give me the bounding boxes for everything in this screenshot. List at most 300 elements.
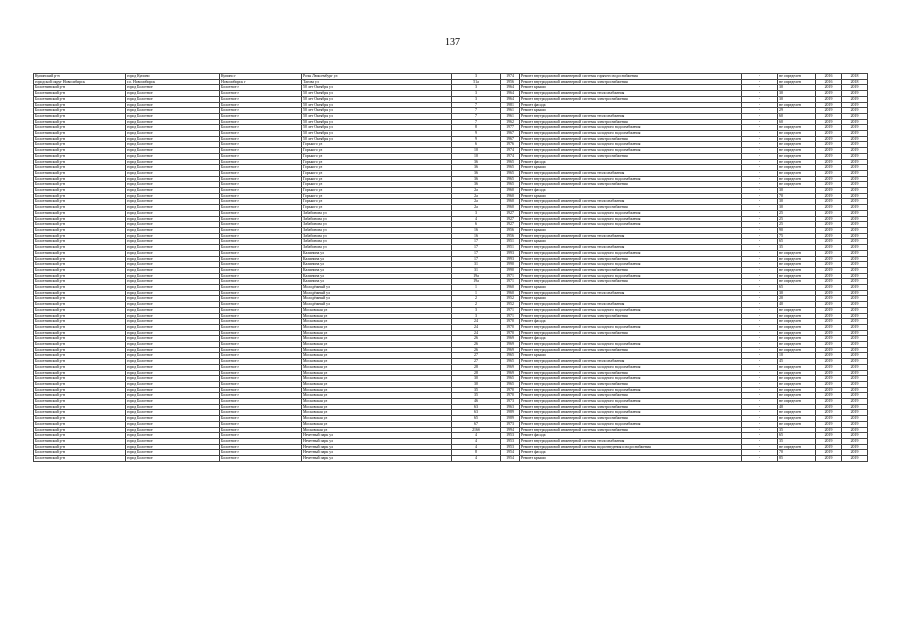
table-cell: Болотное г <box>220 205 302 211</box>
table-cell: 2019 <box>816 370 842 376</box>
table-cell: Болотнинский р-н <box>34 324 126 330</box>
table-cell: Болотное г <box>220 188 302 194</box>
table-cell: 1994 <box>501 427 520 433</box>
table-cell: не определен <box>778 136 816 142</box>
table-cell: Ремонт внутридомовой инженерной системы электроснабжения <box>520 279 742 285</box>
table-cell: 1967 <box>501 136 520 142</box>
table-cell: Московская ул <box>302 381 452 387</box>
table-cell: 2019 <box>816 393 842 399</box>
table-cell: - <box>742 353 778 359</box>
table-cell: - <box>742 153 778 159</box>
table-cell: Болотное г <box>220 353 302 359</box>
table-cell: Болотнинский р-н <box>34 250 126 256</box>
table-cell: Горького ул <box>302 148 452 154</box>
table-cell: Болотнинский р-н <box>34 239 126 245</box>
table-cell: - <box>742 193 778 199</box>
table-cell: 1989 <box>501 410 520 416</box>
table-cell: 1 <box>452 290 501 296</box>
table-cell: город Болотное <box>126 421 220 427</box>
table-cell: Болотнинский р-н <box>34 227 126 233</box>
table-cell: 46 <box>452 399 501 405</box>
table-cell: 1990 <box>501 267 520 273</box>
table-cell: 1973 <box>501 399 520 405</box>
table-cell: Болотное г <box>220 199 302 205</box>
table-cell: Ремонт внутридомовой инженерной системы теплоснабжения <box>520 245 742 251</box>
table-cell: 63 <box>452 404 501 410</box>
table-cell: город Болотное <box>126 267 220 273</box>
table-cell: Болотнинский р-н <box>34 85 126 91</box>
table-cell: - <box>742 239 778 245</box>
table-cell: город Болотное <box>126 324 220 330</box>
table-cell: Болотное г <box>220 307 302 313</box>
table-cell: 2019 <box>816 279 842 285</box>
table-cell: 1960 <box>501 199 520 205</box>
table-cell: 1965 <box>501 176 520 182</box>
table-cell: 2019 <box>842 193 868 199</box>
table-cell: 2019 <box>842 113 868 119</box>
table-cell: город Болотное <box>126 370 220 376</box>
table-cell: 19а <box>452 273 501 279</box>
table-cell: 2019 <box>816 153 842 159</box>
table-cell: 2019 <box>816 227 842 233</box>
table-cell: 2019 <box>816 142 842 148</box>
table-cell: 1956 <box>501 79 520 85</box>
table-cell: - <box>742 387 778 393</box>
table-cell: Ремонт внутридомовой инженерной системы теплоснабжения <box>520 91 742 97</box>
table-cell: Московская ул <box>302 421 452 427</box>
table-cell: 2019 <box>842 148 868 154</box>
table-cell: не определен <box>778 102 816 108</box>
table-cell: 2018 <box>842 79 868 85</box>
table-cell: 1971 <box>501 273 520 279</box>
table-cell: - <box>742 336 778 342</box>
table-cell: 36 <box>452 182 501 188</box>
table-cell: город Болотное <box>126 364 220 370</box>
table-cell: 2019 <box>842 96 868 102</box>
table-cell: Болотнинский р-н <box>34 136 126 142</box>
table-cell: - <box>742 330 778 336</box>
table-cell: Молодёжный ул <box>302 285 452 291</box>
table-cell: 1954 <box>501 450 520 456</box>
table-cell: Болотное г <box>220 108 302 114</box>
table-cell: 2019 <box>842 119 868 125</box>
table-cell: 2019 <box>816 302 842 308</box>
table-cell: - <box>742 188 778 194</box>
table-cell: город Болотное <box>126 376 220 382</box>
table-cell: - <box>742 433 778 439</box>
table-cell: 1956 <box>501 227 520 233</box>
table-cell: - <box>742 79 778 85</box>
table-cell: Ремонт внутридомовой инженерной системы электроснабжения <box>520 256 742 262</box>
table-cell: 2019 <box>842 336 868 342</box>
table-cell: Ремонт фасада <box>520 450 742 456</box>
table-cell: 2019 <box>816 239 842 245</box>
table-cell: 2019 <box>842 381 868 387</box>
table-cell: Ремонт внутридомовой инженерной системы холодного водоснабжения <box>520 376 742 382</box>
table-cell: город Болотное <box>126 91 220 97</box>
table-cell: Московская ул <box>302 347 452 353</box>
table-cell: 30 <box>778 85 816 91</box>
table-cell: Болотнинский р-н <box>34 113 126 119</box>
table-cell: Болотнинский р-н <box>34 393 126 399</box>
table-cell: город Болотное <box>126 347 220 353</box>
table-cell: Нечетный парк ул <box>302 444 452 450</box>
table-cell: Московская ул <box>302 404 452 410</box>
table-cell: 1951 <box>501 245 520 251</box>
table-cell: город Болотное <box>126 193 220 199</box>
table-cell: Ремонт крыши <box>520 353 742 359</box>
table-cell: Болотнинский р-н <box>34 353 126 359</box>
table-cell: Болотное г <box>220 222 302 228</box>
table-cell: Болотное г <box>220 393 302 399</box>
table-cell: Болотнинский р-н <box>34 245 126 251</box>
table-cell: 1960 <box>501 290 520 296</box>
table-cell: 1970 <box>501 330 520 336</box>
table-cell: не определен <box>778 250 816 256</box>
table-cell: Московская ул <box>302 427 452 433</box>
table-cell: Болотное г <box>220 421 302 427</box>
table-cell: Московская ул <box>302 342 452 348</box>
table-cell: Ремонт внутридомовой инженерной системы холодного водоснабжения <box>520 142 742 148</box>
table-cell: - <box>742 267 778 273</box>
table-cell: Ремонт внутридомовой инженерной системы холодного водоснабжения <box>520 421 742 427</box>
table-cell: 3 <box>452 313 501 319</box>
table-cell: город Болотное <box>126 427 220 433</box>
table-cell: 30 <box>452 376 501 382</box>
table-cell: 2019 <box>816 96 842 102</box>
table-cell: 2019 <box>816 85 842 91</box>
table-cell: 70 <box>778 193 816 199</box>
table-cell: город Болотное <box>126 199 220 205</box>
table-cell: Калинина ул <box>302 256 452 262</box>
table-cell: Болотнинский р-н <box>34 205 126 211</box>
table-cell: 9 <box>452 136 501 142</box>
table-cell: не определен <box>778 267 816 273</box>
table-cell: Болотнинский р-н <box>34 131 126 137</box>
table-cell: 2019 <box>816 353 842 359</box>
table-cell: 4 <box>452 439 501 445</box>
table-cell: 1956 <box>501 233 520 239</box>
table-cell: 2019 <box>816 108 842 114</box>
table-cell: Московская ул <box>302 307 452 313</box>
table-cell: 1969 <box>501 336 520 342</box>
table-cell: 1927 <box>501 210 520 216</box>
table-cell: - <box>742 142 778 148</box>
table-cell: город Купино <box>126 74 220 80</box>
table-cell: Ремонт внутридомовой инженерной системы холодного водоснабжения <box>520 342 742 348</box>
table-cell: - <box>742 296 778 302</box>
table-cell: не определен <box>778 324 816 330</box>
table-cell: - <box>742 364 778 370</box>
table-cell: не определен <box>778 170 816 176</box>
table-cell: Болотнинский р-н <box>34 216 126 222</box>
table-cell: 65 <box>778 285 816 291</box>
table-cell: 1969 <box>501 342 520 348</box>
table-cell: Болотнинский р-н <box>34 421 126 427</box>
table-cell: Забабонова ул <box>302 216 452 222</box>
table-cell: Забабонова ул <box>302 245 452 251</box>
table-cell: 2019 <box>842 182 868 188</box>
table-cell: 1965 <box>501 359 520 365</box>
table-cell: 1965 <box>501 353 520 359</box>
table-cell: Болотнинский р-н <box>34 364 126 370</box>
table-cell: 3 <box>452 210 501 216</box>
table-cell: 2019 <box>816 125 842 131</box>
table-cell: Болотное г <box>220 399 302 405</box>
table-cell: 2019 <box>842 450 868 456</box>
table-cell: Болотнинский р-н <box>34 347 126 353</box>
table-cell: Молодёжный ул <box>302 296 452 302</box>
table-cell: Нечетный парк ул <box>302 450 452 456</box>
table-cell: 2 <box>452 296 501 302</box>
table-cell: Московская ул <box>302 387 452 393</box>
table-cell: Болотное г <box>220 319 302 325</box>
table-cell: - <box>742 324 778 330</box>
table-cell: 2 <box>452 302 501 308</box>
table-cell: Ремонт крыши <box>520 165 742 171</box>
table-cell: 2019 <box>816 307 842 313</box>
table-cell: не определен <box>778 131 816 137</box>
table-cell: - <box>742 319 778 325</box>
table-cell: 1 <box>452 285 501 291</box>
table-cell: 2019 <box>842 239 868 245</box>
table-cell: Болотное г <box>220 233 302 239</box>
table-cell: 2019 <box>842 250 868 256</box>
table-cell: 2019 <box>842 142 868 148</box>
table-cell: 2019 <box>842 370 868 376</box>
table-cell: Горького ул <box>302 199 452 205</box>
table-cell: Болотнинский р-н <box>34 387 126 393</box>
table-cell: Болотнинский р-н <box>34 159 126 165</box>
table-cell: 2019 <box>842 456 868 462</box>
table-cell: 2019 <box>842 342 868 348</box>
table-cell: Ремонт крыши <box>520 227 742 233</box>
table-cell: не определен <box>778 148 816 154</box>
table-cell: Ремонт внутридомовой инженерной системы теплоснабжения <box>520 290 742 296</box>
table-cell: 70 <box>778 450 816 456</box>
table-cell: не определен <box>778 370 816 376</box>
table-cell: 1960 <box>501 205 520 211</box>
table-cell: не определен <box>778 393 816 399</box>
table-cell: 3 <box>452 85 501 91</box>
table-cell: 10 <box>778 353 816 359</box>
table-cell: 2019 <box>816 330 842 336</box>
table-cell: 2019 <box>842 222 868 228</box>
table-cell: Горького ул <box>302 153 452 159</box>
table-cell: Ремонт фасада <box>520 319 742 325</box>
table-cell: 2019 <box>842 233 868 239</box>
table-cell: 2019 <box>816 188 842 194</box>
table-cell: Ремонт внутридомовой инженерной системы электроснабжения <box>520 404 742 410</box>
table-cell: Болотное г <box>220 285 302 291</box>
table-cell: 2019 <box>842 439 868 445</box>
table-cell: Купино г <box>220 74 302 80</box>
table-cell: 2019 <box>816 313 842 319</box>
table-cell: - <box>742 421 778 427</box>
table-cell: город Болотное <box>126 165 220 171</box>
table-cell: Ремонт внутридомовой инженерной системы холодного водоснабжения <box>520 307 742 313</box>
table-cell: город Болотное <box>126 433 220 439</box>
table-cell: Болотнинский р-н <box>34 188 126 194</box>
table-cell: 2019 <box>816 193 842 199</box>
table-cell: 16 <box>452 233 501 239</box>
table-cell: Болотнинский р-н <box>34 273 126 279</box>
table-cell: Болотнинский р-н <box>34 279 126 285</box>
table-cell: город Болотное <box>126 170 220 176</box>
table-cell: город Болотное <box>126 444 220 450</box>
table-cell: 25 <box>778 210 816 216</box>
table-cell: 1951 <box>501 239 520 245</box>
table-row <box>34 456 868 462</box>
table-cell: 2019 <box>842 256 868 262</box>
table-cell: Болотное г <box>220 381 302 387</box>
table-cell: 90 <box>778 227 816 233</box>
table-cell: - <box>742 370 778 376</box>
table-cell: не определен <box>778 381 816 387</box>
table-cell: 8 <box>452 125 501 131</box>
table-cell: 65 <box>778 239 816 245</box>
table-cell: Болотное г <box>220 256 302 262</box>
table-cell: - <box>742 381 778 387</box>
table-cell: 1952 <box>501 296 520 302</box>
table-cell: - <box>742 96 778 102</box>
table-cell: 25 <box>778 216 816 222</box>
table-cell: - <box>742 262 778 268</box>
table-cell: город Болотное <box>126 96 220 102</box>
table-cell: не определен <box>778 313 816 319</box>
table-cell: 30 <box>778 96 816 102</box>
table-cell: Болотное г <box>220 227 302 233</box>
table-cell: 2019 <box>816 216 842 222</box>
table-cell: город Болотное <box>126 222 220 228</box>
table-cell: 1981 <box>501 102 520 108</box>
table-cell: Горького ул <box>302 176 452 182</box>
table-cell: не определен <box>778 165 816 171</box>
table-cell: Болотнинский р-н <box>34 370 126 376</box>
table-cell: 2а <box>452 205 501 211</box>
table-cell: - <box>742 393 778 399</box>
table-cell: 17 <box>452 245 501 251</box>
table-cell: - <box>742 302 778 308</box>
table-cell: Болотное г <box>220 410 302 416</box>
table-cell: 2019 <box>816 210 842 216</box>
table-cell: 2019 <box>816 399 842 405</box>
table-cell: 2019 <box>816 250 842 256</box>
table-cell: город Болотное <box>126 205 220 211</box>
table-cell: город Болотное <box>126 233 220 239</box>
table-cell: Болотнинский р-н <box>34 404 126 410</box>
table-cell: 16 <box>452 227 501 233</box>
table-cell: 3 <box>452 96 501 102</box>
table-cell: 1964 <box>501 85 520 91</box>
table-cell: 9 <box>452 131 501 137</box>
table-cell: - <box>742 307 778 313</box>
table-cell: 2019 <box>816 444 842 450</box>
table-cell: Болотное г <box>220 370 302 376</box>
table-cell: Ремонт крыши <box>520 296 742 302</box>
table-cell: Ремонт внутридомовой инженерной системы теплоснабжения <box>520 359 742 365</box>
table-cell: - <box>742 273 778 279</box>
table-cell: 2019 <box>816 290 842 296</box>
table-cell: - <box>742 148 778 154</box>
table-cell: город Болотное <box>126 239 220 245</box>
table-cell: город Болотное <box>126 359 220 365</box>
table-cell: Нечетный парк ул <box>302 456 452 462</box>
table-cell: 1963 <box>501 404 520 410</box>
table-cell: 2019 <box>816 296 842 302</box>
table-cell: город Болотное <box>126 381 220 387</box>
table-cell: не определен <box>778 262 816 268</box>
table-cell: 24 <box>452 319 501 325</box>
table-cell: Болотное г <box>220 142 302 148</box>
table-cell: 24 <box>452 324 501 330</box>
table-cell: не определен <box>778 319 816 325</box>
table-cell: Забабонова ул <box>302 227 452 233</box>
table-cell: Ремонт внутридомовой инженерной системы электроснабжения <box>520 393 742 399</box>
table-cell: 2019 <box>816 347 842 353</box>
table-cell: Розы Люксембург ул <box>302 74 452 80</box>
table-cell: не определен <box>778 364 816 370</box>
table-cell: 2019 <box>842 216 868 222</box>
table-cell: Ремонт внутридомовой инженерной системы горячего водоснабжения <box>520 74 742 80</box>
table-cell: город Болотное <box>126 148 220 154</box>
table-cell: Московская ул <box>302 324 452 330</box>
table-cell: Болотное г <box>220 245 302 251</box>
table-cell: Болотнинский р-н <box>34 267 126 273</box>
table-cell: 31 <box>452 262 501 268</box>
table-cell: 60 <box>778 119 816 125</box>
table-cell: - <box>742 102 778 108</box>
table-cell: не определен <box>778 347 816 353</box>
table-cell: город Болотное <box>126 302 220 308</box>
table-cell: город Болотное <box>126 85 220 91</box>
table-cell: не определен <box>778 307 816 313</box>
table-cell: 24 <box>452 330 501 336</box>
table-cell: 2019 <box>842 421 868 427</box>
table-cell: 2019 <box>842 205 868 211</box>
table-cell: Забабонова ул <box>302 233 452 239</box>
table-cell: город Болотное <box>126 262 220 268</box>
table-cell: Ремонт крыши <box>520 108 742 114</box>
table-cell: 2019 <box>842 125 868 131</box>
table-cell: не определен <box>778 159 816 165</box>
table-cell: - <box>742 313 778 319</box>
table-cell: 35 <box>452 387 501 393</box>
table-cell: Болотное г <box>220 193 302 199</box>
table-cell: 2019 <box>816 387 842 393</box>
table-cell: Болотное г <box>220 330 302 336</box>
table-cell: Ремонт фасада <box>520 433 742 439</box>
table-cell: Болотное г <box>220 182 302 188</box>
table-cell: город Болотное <box>126 273 220 279</box>
table-cell: Болотное г <box>220 324 302 330</box>
table-cell: 2019 <box>816 222 842 228</box>
table-cell: 2019 <box>842 376 868 382</box>
table-cell: Болотнинский р-н <box>34 142 126 148</box>
table-cell: 2019 <box>842 170 868 176</box>
table-cell: Болотное г <box>220 136 302 142</box>
table-cell: город Болотное <box>126 439 220 445</box>
table-cell: Молодёжный ул <box>302 302 452 308</box>
table-cell: 2а <box>452 199 501 205</box>
table-cell: Ремонт внутридомовой инженерной системы электроснабжения <box>520 182 742 188</box>
table-cell: 2019 <box>842 227 868 233</box>
table-cell: 2019 <box>816 410 842 416</box>
table-cell: 2019 <box>816 421 842 427</box>
table-cell: Болотное г <box>220 210 302 216</box>
table-cell: Ремонт внутридомовой инженерной системы электроснабжения <box>520 427 742 433</box>
table-cell: Горького ул <box>302 182 452 188</box>
